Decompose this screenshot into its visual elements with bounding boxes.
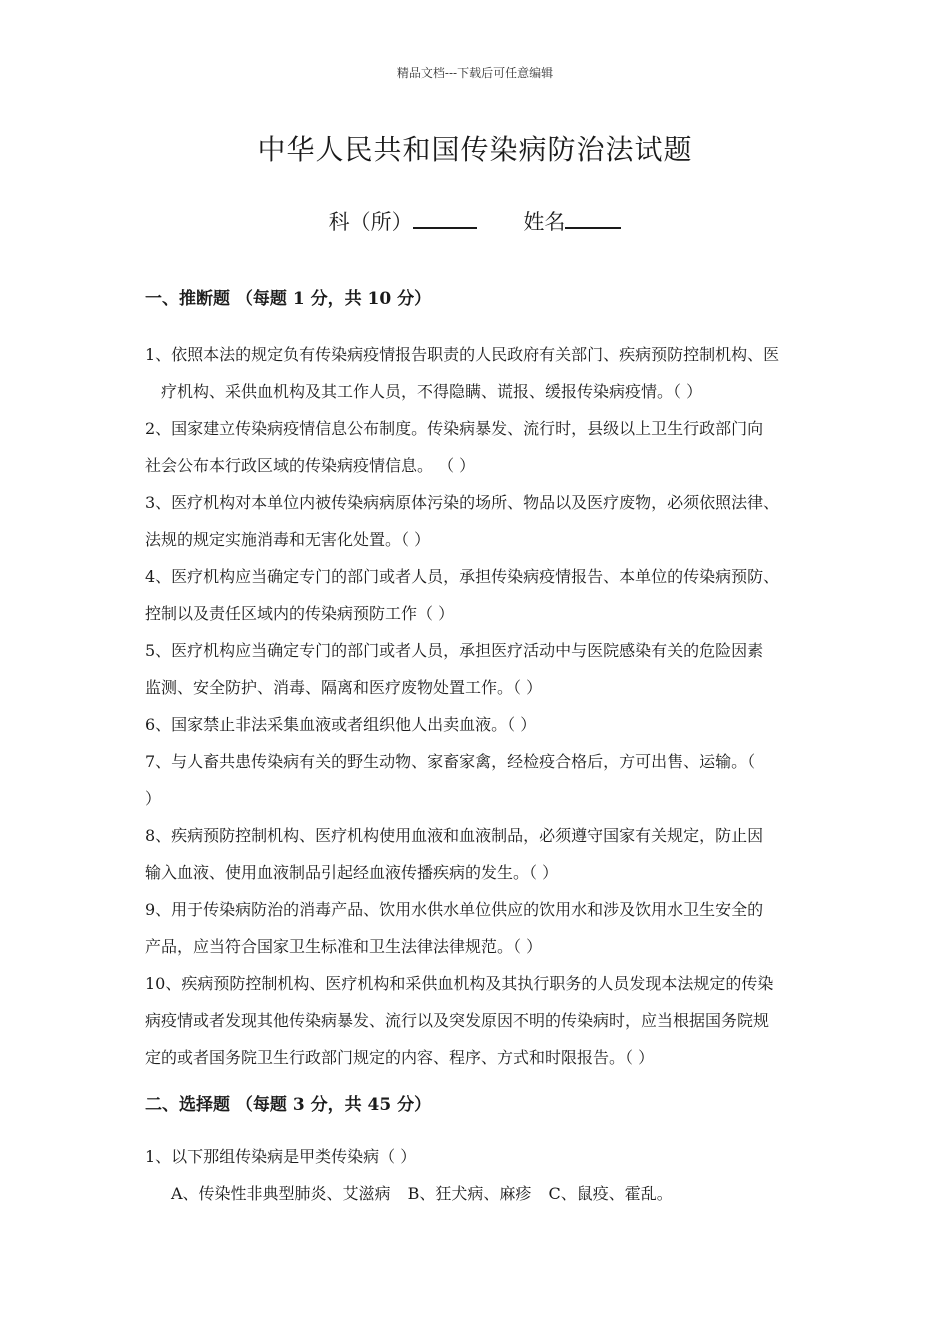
option-c: C、鼠疫、霍乱。 (548, 1184, 673, 1203)
question-1 (145, 336, 810, 410)
question-line: 疗机构、采供血机构及其工作人员，不得隐瞒、谎报、缓报传染病疫情。（ ） (161, 382, 703, 401)
question-6 (145, 706, 810, 743)
question-10 (145, 965, 810, 1076)
question-line: 3、医疗机构对本单位内被传染病病原体污染的场所、物品以及医疗废物，必须依照法律、 (145, 493, 780, 512)
question-line: 1、依照本法的规定负有传染病疫情报告职责的人民政府有关部门、疾病预防控制机构、医 (145, 345, 780, 364)
question-line: 监测、安全防护、消毒、隔离和医疗废物处置工作。（ ） (145, 678, 543, 697)
dept-blank[interactable] (413, 223, 477, 229)
question-4 (145, 558, 810, 632)
question-line: 2、国家建立传染病疫情信息公布制度。传染病暴发、流行时，县级以上卫生行政部门向 (145, 419, 764, 438)
question-line: 5、医疗机构应当确定专门的部门或者人员，承担医疗活动中与医院感染有关的危险因素 (145, 641, 764, 660)
judgment-question-list (145, 336, 810, 1076)
question-2 (145, 410, 810, 484)
question-line: 定的或者国务院卫生行政部门规定的内容、程序、方式和时限报告。（ ） (145, 1048, 655, 1067)
dept-label: 科（所） (328, 210, 413, 234)
question-line: 法规的规定实施消毒和无害化处置。（ ） (145, 530, 431, 549)
choice-question-1: 1、以下那组传染病是甲类传染病（ ） (145, 1147, 417, 1166)
choice-options (145, 1175, 810, 1212)
question-line: 输入血液、使用血液制品引起经血液传播疾病的发生。（ ） (145, 863, 559, 882)
header-note: 精品文档---下载后可任意编辑 (396, 66, 554, 80)
question-line: 10、疾病预防控制机构、医疗机构和采供血机构及其执行职务的人员发现本法规定的传染 (145, 974, 774, 993)
question-5 (145, 632, 810, 706)
question-9 (145, 891, 810, 965)
info-line (0, 206, 950, 236)
name-label: 姓名 (523, 210, 566, 234)
question-line: 4、医疗机构应当确定专门的部门或者人员，承担传染病疫情报告、本单位的传染病预防、 (145, 567, 780, 586)
section-heading-judgment: 一、推断题 （每题 1 分，共 10 分） (145, 289, 432, 309)
document-title: 中华人民共和国传染病防治法试题 (257, 133, 693, 166)
question-7 (145, 743, 810, 817)
question-line: 病疫情或者发现其他传染病暴发、流行以及突发原因不明的传染病时，应当根据国务院规 (145, 1011, 770, 1030)
question-line: 社会公布本行政区域的传染病疫情信息。 （ ） (145, 456, 476, 475)
question-line: 产品，应当符合国家卫生标准和卫生法律法律规范。（ ） (145, 937, 543, 956)
option-b: B、狂犬病、麻疹 (407, 1184, 532, 1203)
question-line: 7、与人畜共患传染病有关的野生动物、家畜家禽，经检疫合格后，方可出售、运输。（ (145, 752, 756, 771)
name-blank[interactable] (565, 223, 621, 229)
question-3 (145, 484, 810, 558)
question-line: 6、国家禁止非法采集血液或者组织他人出卖血液。（ ） (145, 715, 537, 734)
question-line: 9、用于传染病防治的消毒产品、饮用水供水单位供应的饮用水和涉及饮用水卫生安全的 (145, 900, 764, 919)
question-line: 控制以及责任区域内的传染病预防工作（ ） (145, 604, 455, 623)
choice-question-list (145, 1138, 810, 1212)
section-heading-choice: 二、选择题 （每题 3 分，共 45 分） (145, 1095, 432, 1115)
question-line: 8、疾病预防控制机构、医疗机构使用血液和血液制品，必须遵守国家有关规定，防止因 (145, 826, 764, 845)
option-a: A、传染性非典型肺炎、艾滋病 (171, 1184, 391, 1203)
question-line: ） (145, 789, 162, 808)
question-8 (145, 817, 810, 891)
